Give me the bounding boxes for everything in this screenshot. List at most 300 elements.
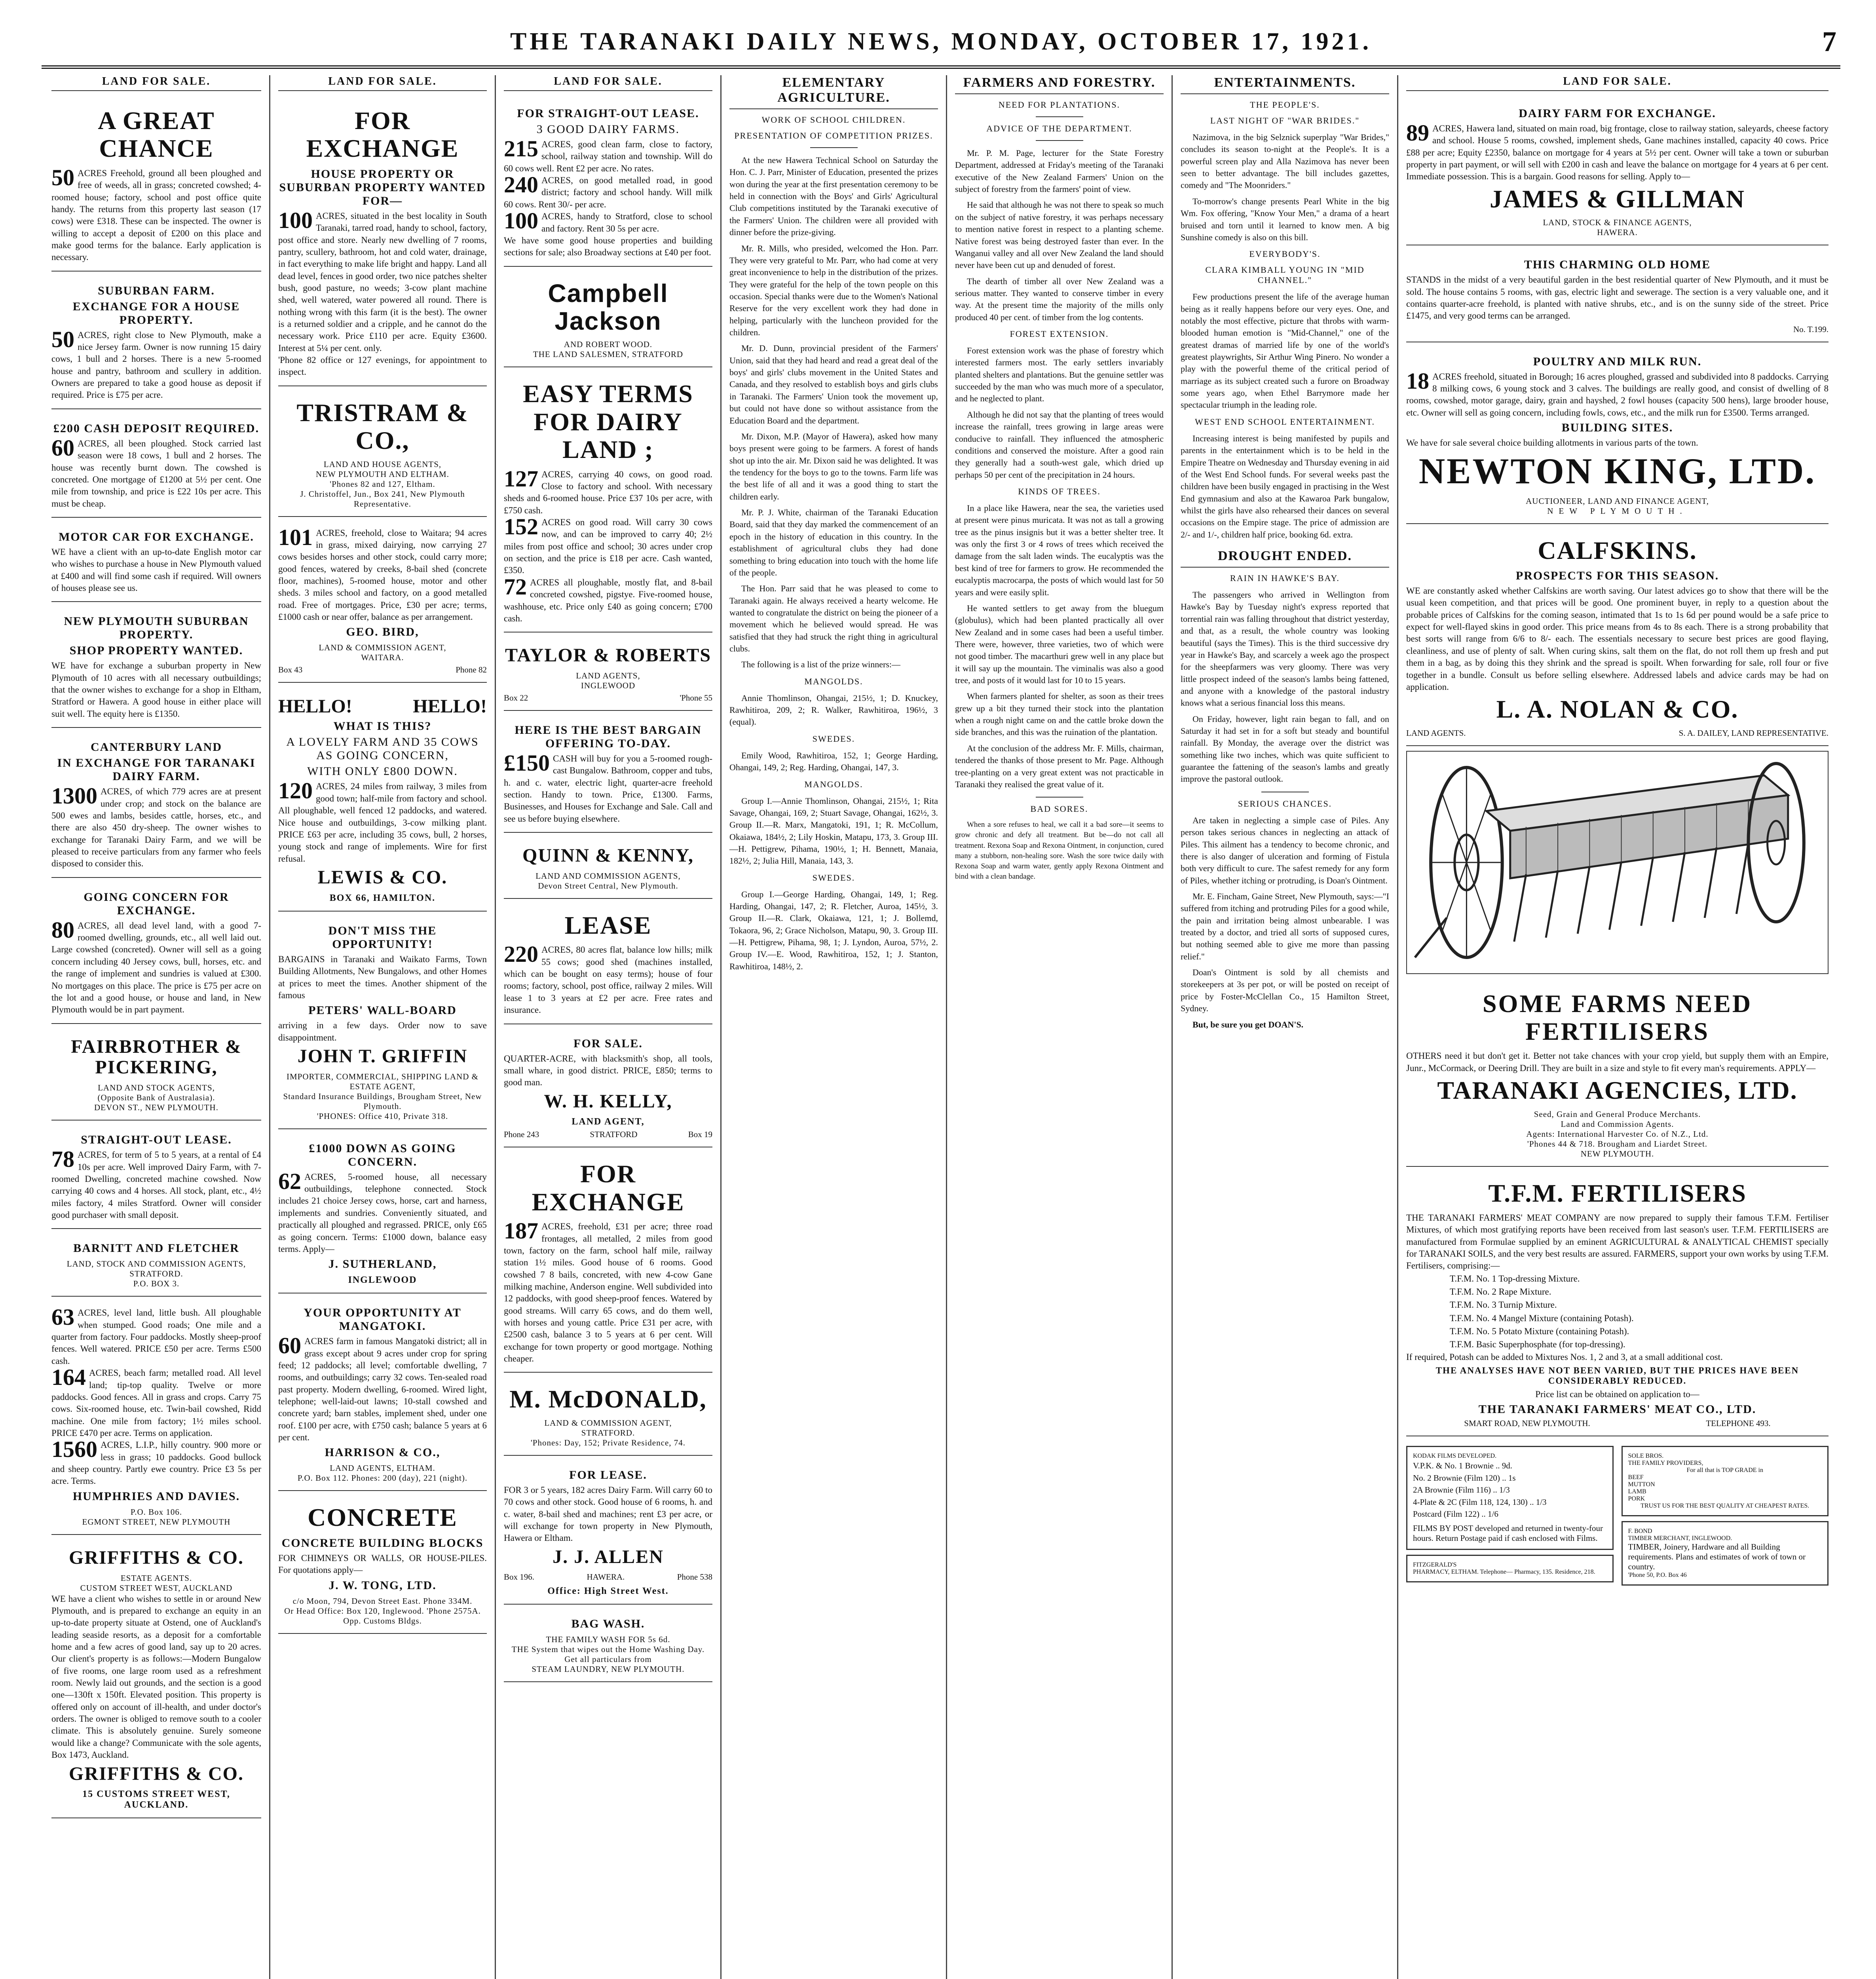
paragraph: Nazimova, in the big Selznick superplay "War Brides," concludes its season to-night at the People's. It is a powerful screen play and Alla Nazimova has never been seen to better advantage. The bill includes gazettes, comedy and "The Moonriders."	[1181, 132, 1389, 190]
listing	[504, 513, 712, 577]
ad-straight-out	[51, 1125, 261, 1229]
agent-name: GEO. BIRD,	[346, 625, 419, 639]
acreage: 152	[504, 513, 538, 539]
ad-listings	[51, 1301, 261, 1535]
ad-exchange	[278, 99, 487, 386]
agent-name: THE TARANAKI FARMERS' MEAT CO., LTD.	[1478, 1403, 1756, 1416]
agent-line: INGLEWOOD	[348, 1275, 417, 1286]
ad-tfm	[1406, 1172, 1829, 1437]
agent-line: 'PHONES: Office 410, Private 318.	[317, 1111, 448, 1121]
agent-details	[51, 1507, 261, 1527]
acreage: 100	[278, 207, 313, 233]
ad-line: THE FAMILY WASH FOR 5s 6d.	[546, 1635, 670, 1645]
agent-line: 'Phone 50, P.O. Box 46	[1628, 1572, 1687, 1579]
agent-name: HUMPHRIES AND DAVIES.	[72, 1489, 240, 1503]
ad-sole-bros	[1622, 1446, 1829, 1516]
ad-lease	[504, 99, 712, 267]
divider	[1036, 797, 1083, 798]
agent-line: LAND AGENTS, ELTHAM.	[330, 1463, 435, 1473]
agent-line: PHARMACY,	[1413, 1568, 1450, 1575]
ad-mcdonald	[504, 1377, 712, 1455]
place: STRATFORD	[590, 1130, 638, 1140]
paragraph: Mr. R. Mills, who presided, welcomed the Hon. Parr. They were very grateful to Mr. Parr, who had come at very great inconvenience to help in the distribution of the prizes. They were grateful for the help of the town people on this occasion. Special thanks were due to the Women's National Reserve for the very excellent work they had done in helping, particularly with the luncheon provided for the children.	[729, 243, 938, 338]
article-heading: ELEMENTARY AGRICULTURE.	[729, 75, 938, 109]
ad-hello	[278, 688, 487, 911]
list-item: T.F.M. No. 2 Rape Mixture.	[1450, 1287, 1551, 1297]
category-heading: SWEDES.	[812, 733, 855, 744]
ad-text: OTHERS need it but don't get it. Better not take chances with your crop yield, but supply them with an Empire, Junr., McCormack, or Deering Drill. They are built in a size and style to fit every man's requirements. APPLY—	[1406, 1051, 1829, 1073]
ad-heading: DAIRY FARM FOR EXCHANGE.	[1519, 107, 1716, 120]
article-subheading: NEED FOR PLANTATIONS.	[998, 100, 1120, 110]
ad-body	[278, 1335, 487, 1443]
ad-subheading: EXCHANGE FOR A HOUSE PROPERTY.	[72, 300, 240, 327]
column-1	[44, 75, 269, 1979]
phone-number: 'Phone 55	[680, 693, 712, 703]
contact-row	[504, 1130, 712, 1140]
price-item: V.P.K. & No. 1 Brownie .. 9d.	[1413, 1461, 1513, 1471]
mixture-list	[1406, 1272, 1829, 1351]
acreage: 50	[51, 326, 74, 352]
ad-text: ACRES, 80 acres flat, balance low hills; milk 55 cows; good shed (machines installed, which can be bought on easy terms); house of four rooms; factory, school, post office, railway 2 miles. Will lease 1 to 3 years at £2 per acre. Free rates and insurance.	[504, 945, 712, 1015]
paragraph: Doan's Ointment is sold by all chemists and storekeepers at 3s per pot, or will be posted on receipt of price by Foster-McClellan Co., 15 Hamilton Street, Sydney.	[1181, 967, 1389, 1014]
ad-harrison	[278, 1298, 487, 1491]
agent-line: INGLEWOOD	[581, 681, 636, 691]
ad-text: FILMS BY POST developed and returned in twenty-four hours. Return Postage paid if cash enclosed with Films.	[1413, 1523, 1603, 1543]
agent-name: JAMES & GILLMAN	[1489, 184, 1745, 213]
agent-name: GRIFFITHS & CO.	[68, 1763, 244, 1784]
acreage: 1300	[51, 783, 97, 809]
article-heading: ENTERTAINMENTS.	[1181, 75, 1389, 94]
ad-campbell	[504, 272, 712, 368]
agent-name: QUINN & KENNY,	[522, 845, 694, 866]
ad-suburban-farm	[51, 276, 261, 409]
agent-details	[278, 1463, 487, 1483]
phone-number: Phone 82	[456, 665, 487, 675]
agent-details	[504, 671, 712, 691]
ad-calfskins	[1406, 529, 1829, 746]
agent-details	[504, 1635, 712, 1674]
ad-line: For all that is TOP GRADE in	[1686, 1467, 1763, 1474]
ad-taylor	[504, 637, 712, 711]
agent-line: 'Phones: Day, 152; Private Residence, 74.	[530, 1438, 686, 1447]
agent-name: FITZGERALD'S	[1413, 1561, 1457, 1568]
agent-line: WAITARA.	[361, 653, 404, 663]
agent-details	[1406, 218, 1829, 237]
results: Group I.—George Harding, Ohangai, 149, 1; Reg. Harding, Ohangai, 147, 2; R. Fletcher, Auroa, 145½, 3. Group II.—R. Clark, Okaiawa, 121, 1; J. Bollemd, Tokaora, 96, 2; Grace Nicholson, Matapu, 90, 3. Group III.—H. Pettigrew, Pihama, 98, 1; J. Lyndon, Auroa, 57½, 2. Group IV.—E. Wood, Rawhitiroa, 152, 1; J. Stanton, Rawhitiroa, 148½, 2.	[729, 889, 938, 971]
agent-line: Standard Insurance Buildings, Brougham Street, New Plymouth.	[283, 1091, 482, 1111]
ad-heading: KODAK FILMS DEVELOPED.	[1413, 1453, 1497, 1460]
ad-body	[51, 917, 261, 1016]
paragraph: The passengers who arrived in Wellington from Hawke's Bay by Tuesday night's express reported that torrential rain was falling throughout that district yesterday, and that, as a result, the whole country was looking beautiful (says the Times). This is the third successive dry year in Hawke's Bay, and scarcely a week ago the prospect for the sheepfarmers was very gloomy. There was very little prospect indeed of the season's lambs being fattened, and anyone with a knowledge of the pastoral industry knows what a serious financial loss this means.	[1181, 590, 1389, 708]
ad-line: WITH ONLY £800 DOWN.	[307, 765, 458, 778]
listing-text: ACRES, L.I.P., hilly country. 900 more or less in grass; 10 paddocks. Good bullock and sheep country. Partly ewe country. Price £3 5s per acre. Terms.	[51, 1440, 261, 1486]
ad-old-home	[1406, 250, 1829, 342]
paragraph: Mr. D. Dunn, provincial president of the Farmers' Union, said that they had heard and read a great deal of the boys' and girls' clubs movement in the United States and Canada, and they resolved to establish boys and girls clubs in Taranaki. The Farmers' Union took the movement up, but could not have done so without assistance from the Education Board and the department.	[729, 343, 938, 425]
agent-line: CUSTOM STREET WEST, AUCKLAND	[80, 1583, 233, 1593]
paragraph: He said that although he was not there to speak so much on the subject of native forestry, it was perhaps necessary to mention native forest in respect to a planting scheme. Native forest was being destroyed faster than ever. In the Wanganui valley and all over New Zealand the land should never have been cut up and denuded of forest.	[955, 200, 1164, 270]
product-name: PETERS' WALL-BOARD	[308, 1004, 457, 1017]
agent-name: LEWIS & CO.	[317, 866, 448, 888]
ad-tail: We have some good house properties and building sections for sale; also Broadway sections at £40 per foot.	[504, 235, 712, 258]
ad-text: ACRES farm in famous Mangatoki district; all in grass except about 9 acres under crop for spring feed; 12 paddocks; all level; comfortable dwelling, 7 rooms, and outbuildings; carry 32 cows. Ten-sealed road past property. Modern dwelling, 6-roomed. Wired light, telephone; well-laid-out lawns; 10-stall cowshed and concrete yard; barn stables, implement shed, under one roof. £100 per acre, with £750 cash; balance 5 years at 6 per cent.	[278, 1336, 487, 1443]
ad-dairy-exchange	[1406, 99, 1829, 245]
acreage: 1560	[51, 1436, 97, 1462]
agent-line: S. A. DAILEY, LAND REPRESENTATIVE.	[1679, 728, 1829, 738]
paragraph: Mr. P. J. White, chairman of the Taranaki Education Board, said that they day marked the commencement of an epoch in the history of education in this country. In the establishment of agricultural clubs they had done something to bring education into touch with the home life of the people.	[729, 507, 938, 577]
paragraph: Are taken in neglecting a simple case of Piles. Any person takes serious chances in neglecting an attack of Piles. This ailment has a tendency to become chronic, and there is also danger of ulceration and forming of Fistula both very difficult to cure. The safest remedy for any form of Piles, whether itching or protruding, is Doan's Ointment.	[1181, 815, 1389, 885]
agent-name: L. A. NOLAN & CO.	[1496, 695, 1739, 724]
ad-kodak	[1406, 1446, 1614, 1550]
acreage: 63	[51, 1304, 74, 1330]
ad-body	[278, 778, 487, 865]
ad-heading: BUILDING SITES.	[1561, 421, 1673, 435]
paragraph: In a place like Hawera, near the sea, the varieties used at present were pinus muricata. It was not as tall a growing tree as the pinus insignis but it was a better shelter tree. It was only the first 3 or 4 rows of trees which received the damage from the salt laden winds. The eucalyptis was the best kind of tree for farmers to grow. He recommended the eucalyptis macrocarpa, the posts of which would last for 50 years and were easily split.	[955, 503, 1164, 597]
agent-details	[504, 871, 712, 891]
listing	[504, 172, 712, 211]
ad-heading: THIS CHARMING OLD HOME	[1524, 258, 1711, 272]
ad-heading: CALFSKINS.	[1538, 536, 1697, 564]
article-subheading: BAD SORES.	[1030, 804, 1088, 814]
bottom-right	[1622, 1441, 1829, 1590]
ad-np-suburban	[51, 607, 261, 728]
ad-line: STEAM LAUNDRY, NEW PLYMOUTH.	[532, 1664, 685, 1674]
page-number: 7	[1822, 26, 1836, 57]
agent-line: IMPORTER, COMMERCIAL, SHIPPING LAND & ESTATE AGENT,	[287, 1071, 478, 1091]
hello-right: HELLO!	[413, 696, 487, 717]
ad-motor-car	[51, 522, 261, 602]
ad-body	[51, 326, 261, 401]
paragraph: Few productions present the life of the average human being as it really happens before our very eyes. One, and notably the most effective, picture that throbs with warm-blooded human emotion is "Mid-Channel," one of the greatest dramas of married life by one of the world's greatest playwrights, Sir Arthur Wing Pinero. No wonder a play with the powerful theme of the critical period of marriage as its subject created such a furore on Broadway some years ago, when Ethel Barrymore made her spectacular triumph in the leading role.	[1181, 292, 1389, 410]
article-subheading: CLARA KIMBALL YOUNG IN "MID CHANNEL."	[1205, 265, 1365, 285]
place: HAWERA.	[587, 1572, 625, 1582]
agent-name: NEWTON KING, LTD.	[1418, 451, 1816, 492]
hello-row	[278, 695, 487, 717]
divider	[1036, 140, 1083, 141]
acreage: 60	[278, 1333, 301, 1359]
agent-line: J. Christoffel, Jun., Box 241, New Plymouth Representative.	[300, 489, 465, 509]
paragraph: But, be sure you get DOAN'S.	[1192, 1019, 1304, 1029]
ad-subheading: 3 GOOD DAIRY FARMS.	[536, 123, 680, 136]
article-heading: FARMERS AND FORESTRY.	[955, 75, 1164, 94]
agent-line: HAWERA.	[1597, 228, 1638, 237]
ad-tristram	[278, 391, 487, 517]
ad-heading: MOTOR CAR FOR EXCHANGE.	[59, 530, 254, 543]
agent-line: AND ROBERT WOOD.	[564, 340, 653, 349]
paragraph: The following is a list of the prize winners:—	[741, 659, 901, 670]
acreage: 78	[51, 1146, 74, 1172]
ad-text: WE have a client who wishes to settle in or around New Plymouth, and is prepared to exchange an equity in an up-to-date property situate at Ostend, one of Auckland's leading seaside resorts, as a deposit for a comfortable home and a few acres of good land, say up to 20 acres. Our client's property is as follows:—Modern Bungalow of five rooms, one large room used as a refreshment room. Newly laid out grounds, and the section is a good one—130ft x 150ft. Elevated position. This property is offered only on account of ill-health, and under doctor's orders. The owner is obliged to remove south to a cooler climate. This is absolutely genuine. Surely someone would like a change? Communicate with the sole agents, Box 1473, Auckland.	[51, 1593, 261, 1760]
agent-line: c/o Moon, 794, Devon Street East. Phone 334M.	[292, 1596, 473, 1606]
agent-line: 'Phones 44 & 718. Brougham and Liardet Street.	[1527, 1139, 1708, 1149]
agent-line: NEW PLYMOUTH.	[1580, 1149, 1654, 1159]
agent-line: TIMBER MERCHANT, INGLEWOOD.	[1628, 1535, 1732, 1542]
listing-text: ACRES, good clean farm, close to factory, school, railway station and township. Will do 60 cows well. Rent £2 per acre. No rates.	[504, 139, 712, 173]
list-item: T.F.M. Basic Superphosphate (for top-dressing).	[1450, 1339, 1625, 1350]
ad-subheading: WHAT IS THIS?	[333, 720, 432, 733]
ad-text: TIMBER, Joinery, Hardware and all Building requirements. Plans and estimates of work of town or country.	[1628, 1542, 1806, 1572]
ad-barnitt	[51, 1234, 261, 1297]
agent-line: LAND, STOCK & FINANCE AGENTS,	[1543, 218, 1692, 228]
list-item: T.F.M. No. 4 Mangel Mixture (containing Potash).	[1450, 1313, 1634, 1323]
acreage: 240	[504, 172, 538, 198]
seed-drill-illustration	[1406, 751, 1829, 974]
category-heading: SWEDES.	[812, 872, 855, 883]
agent-details	[51, 1083, 261, 1113]
agent-name: TAYLOR & ROBERTS	[505, 645, 712, 666]
acreage: 62	[278, 1168, 301, 1194]
ad-text: ACRES, all dead level land, with a good 7-roomed dwelling, grounds, etc., all well laid out. Large cowshed (concreted). Owner will sell as a going concern including 40 Jersey cows, bull, horses, etc. and the range of implement and sundries is valued at £300. No mortgages on this place. The price is £75 per acre on the lot and a good house, or house and land, in New Plymouth would be in part payment.	[51, 920, 261, 1015]
ad-subheading: PROSPECTS FOR THIS SEASON.	[1515, 569, 1719, 582]
ad-text: WE are constantly asked whether Calfskins are worth saving. Our latest advices go to show that there will be the usual keen competition, and that prices will be good. One prominent buyer, in reply to a question about the probable prices of Calfskins for the coming season, intimated that 1s to 1s 6d per pound would be a safe price to expect for well-flayed skins in good order. This price means from 4s to 8s each. There is a strong probability that best sorts will range from 6/6 to 8/- each. The essentials necessary to secure best prices are good flaying, cleanliness, and use of plenty of salt. When curing skins, salt them on the flat, do not roll them up fresh and put them in a bag, as by doing this they shrink and the spread is spoilt. When forwarding for sale, roll four or five together in a bundle. Consult us before selling elsewhere. Addressed labels and advice cards may be had on application.	[1406, 586, 1829, 692]
ad-text: ACRES, for term of 5 to 5 years, at a rental of £4 10s per acre. Well improved Dairy Farm, with 7-roomed Dwelling, concreted machine cowshed. Now carrying 40 cows and 4 horses. All stock, plant, etc., 4½ miles factory, 4 miles Stratford. Owner will consider good purchaser with small deposit.	[51, 1150, 261, 1220]
ad-griffin	[278, 916, 487, 1129]
divider	[1036, 116, 1083, 117]
agent-line: LAND AGENT,	[572, 1117, 645, 1127]
meat-item: PORK	[1628, 1495, 1645, 1502]
ad-heading: FOR EXCHANGE	[532, 1160, 685, 1216]
acreage: 215	[504, 136, 538, 161]
column-5	[946, 75, 1172, 1979]
columns	[44, 75, 1840, 1979]
ad-text: FOR 3 or 5 years, 182 acres Dairy Farm. Will carry 60 to 70 cows and other stock. Good house of 6 rooms, h. and c. water, 8-bail shed and machines; rent £3 per acre, or will exchange for town property in New Plymouth, Hawera or Eltham.	[504, 1485, 712, 1543]
ad-line: Get all particulars from	[564, 1654, 652, 1664]
acreage: 89	[1406, 120, 1429, 146]
agent-name: GRIFFITHS & CO.	[68, 1547, 244, 1568]
listing-text: ACRES, beach farm; metalled road. All level land; tip-top quality. Twelve or more paddocks. Good fences. All in grass and crops. Carry 75 cows. Six-roomed house, etc. Twin-bail cowshed, Ridd machine. One mile from factory; 1½ miles school. PRICE £470 per acre. Terms on application.	[51, 1368, 261, 1438]
agent-line: LAND AGENTS,	[576, 671, 640, 681]
ad-subheading: SHOP PROPERTY WANTED.	[69, 644, 243, 657]
paragraph: When farmers planted for shelter, as soon as their trees grew up a bit they turned their stock into the plantation when a rough night came on and the cattle broke down the side branches, and this was the ruination of the plantation.	[955, 691, 1164, 737]
ad-heading: EASY TERMS FOR DAIRY LAND ;	[523, 380, 693, 464]
list-item: T.F.M. No. 1 Top-dressing Mixture.	[1450, 1273, 1580, 1284]
meat-item: LAMB	[1628, 1488, 1646, 1495]
ad-text: ACRES, freehold, £31 per acre; three road frontages, all metalled, 2 miles from good town, factory on the farm, school half mile, railway station 1½ miles. Good house of 6 rooms. Good cowshed 7 8 bails, concreted, with new 4-cow Gane milking machine, Anderson engine. Well subdivided into 12 paddocks, with good sheep-proof fences. Watered by good streams. Will carry 65 cows, and do them well, with horses and young cattle. Price £31 per acre, with £2500 cash, balance 3 to 5 years at 6 per cent. Will exchange for town property or good mortgage. Nothing cheaper.	[504, 1221, 712, 1364]
acreage: 127	[504, 465, 538, 492]
price-item: Postcard (Film 122) .. 1/6	[1413, 1509, 1498, 1519]
seed-drill-icon	[1407, 752, 1828, 973]
agent-details	[504, 1418, 712, 1448]
agent-line: TELEPHONE 493.	[1706, 1419, 1771, 1428]
ad-note: If required, Potash can be added to Mixtures Nos. 1, 2 and 3, at a small additional cost.	[1406, 1352, 1723, 1362]
agent-name: Campbell Jackson	[548, 279, 668, 335]
meat-item: BEEF	[1628, 1474, 1644, 1481]
column-2	[269, 75, 495, 1979]
paragraph: Increasing interest is being manifested by pupils and parents in the entertainment which is to be held in the Empire Theatre on Wednesday and Thursday evening in aid of the West End School funds. For several weeks past the children have been busily engaged in practising in the West End gymnasium and also at the Kawaroa Park bungalow, whilst the girls have also rehearsed their dances on several occasions on the Empire stage. The price of admission are 2/- and 1/-, children half price, booking 6d. extra.	[1181, 433, 1389, 539]
ad-body	[504, 750, 712, 825]
ad-easy-terms	[504, 372, 712, 632]
ad-body	[504, 941, 712, 1016]
agent-line: DEVON ST., NEW PLYMOUTH.	[94, 1103, 218, 1113]
agent-details	[504, 340, 712, 359]
acreage: 80	[51, 917, 74, 943]
article-heading: DROUGHT ENDED.	[1181, 549, 1389, 568]
agent-name: SOLE BROS.	[1628, 1453, 1664, 1460]
ad-fairbrother	[51, 1029, 261, 1121]
ad-text: CASH will buy for you a 5-roomed rough-cast Bungalow. Bathroom, copper and tubs, h. and c. water, electric light, quarter-acre freehold section. Handy to town. Price, £1300. Farms, Businesses, and Houses for Exchange and Sale. Call and see us before buying elsewhere.	[504, 754, 712, 824]
ad-body	[51, 435, 261, 510]
ad-griffiths	[51, 1540, 261, 1819]
ad-heading: £200 CASH DEPOSIT REQUIRED.	[53, 422, 260, 435]
article-subheading: WEST END SCHOOL ENTERTAINMENT.	[1195, 416, 1375, 427]
article-subheading: SERIOUS CHANCES.	[1238, 798, 1332, 809]
box-number: Box 19	[688, 1130, 712, 1140]
listing	[504, 136, 712, 175]
contact-row	[504, 1572, 712, 1582]
price-list	[1413, 1460, 1607, 1520]
agent-name: W. H. KELLY,	[544, 1090, 672, 1112]
ad-subheading: THE FAMILY PROVIDERS,	[1628, 1460, 1703, 1467]
agent-details	[278, 1072, 487, 1121]
ad-poultry	[1406, 347, 1829, 524]
paragraph: When a sore refuses to heal, we call it a bad sore—it seems to grow chronic and defy all treatment. But be—do not call all treatment. Rexona Soap and Rexona Ointment, in conjunction, cured many a stubborn, non-healing sore. Wash the sore twice daily with Rexona Soap and warm water, gently apply Rexona Ointment and bind with a clean bandage.	[955, 820, 1164, 881]
results: Emily Wood, Rawhitiroa, 152, 1; George Harding, Ohangai, 149, 2; Reg. Harding, Ohangai, 147, 3.	[729, 750, 938, 773]
listing	[51, 1304, 261, 1367]
listing	[51, 1364, 261, 1439]
ad-heading: £1000 DOWN AS GOING CONCERN.	[309, 1141, 456, 1168]
agent-line: Office: High Street West.	[547, 1586, 669, 1597]
agent-name: J. SUTHERLAND,	[328, 1257, 437, 1271]
agent-line: SMART ROAD, NEW PLYMOUTH.	[1464, 1419, 1590, 1428]
ad-heading: HERE IS THE BEST BARGAIN OFFERING TO-DAY.	[515, 724, 702, 750]
ad-heading: SUBURBAN FARM.	[98, 284, 215, 297]
agent-name: BARNITT AND FLETCHER	[73, 1242, 239, 1255]
masthead	[42, 28, 1840, 69]
column-3	[495, 75, 720, 1979]
acreage: 120	[278, 778, 313, 804]
ref-row	[1406, 325, 1829, 334]
ad-heading: POULTRY AND MILK RUN.	[1533, 355, 1702, 368]
agent-row	[1406, 728, 1829, 738]
ad-quinn	[504, 838, 712, 899]
category-heading: MANGOLDS.	[804, 779, 863, 789]
ad-subheading: CONCRETE BUILDING BLOCKS	[281, 1536, 484, 1550]
paragraph: To-morrow's change presents Pearl White in the big Wm. Fox offering, "Know Your Men," a drama of a heart bruised and torn until it learned to know men. A big Sunshine comedy is also on this bill.	[1181, 196, 1389, 242]
article-subheading: PRESENTATION OF COMPETITION PRIZES.	[734, 131, 933, 141]
paragraph: Mr. E. Fincham, Gaine Street, New Plymouth, says:—"I suffered from itching and protruding Piles for a good while, the pain and irritation being almost unbearable. I was treated by a doctor, and tried all sorts of supposed cures, but nothing seemed able to give me more than passing relief."	[1181, 891, 1389, 961]
ad-line: TRUST US FOR THE BEST QUALITY AT CHEAPEST RATES.	[1641, 1502, 1810, 1510]
ad-heading: DON'T MISS THE OPPORTUNITY!	[328, 924, 437, 951]
agent-details	[51, 1259, 261, 1289]
listing	[504, 574, 712, 625]
ad-text: ACRES, 24 miles from railway, 3 miles from good town; half-mile from factory and school. All ploughable, well fenced 12 paddocks, and watered. Nice house and outbuildings, 3-cow milking plant. PRICE £63 per acre, including 35 cows, bull, 2 horses, young stock and range of implements. Wire for first refusal.	[278, 781, 487, 864]
listing	[504, 465, 712, 517]
box-number: Box 22	[504, 693, 528, 703]
agent-name: HARRISON & CO.,	[325, 1446, 441, 1459]
article-subheading: RAIN IN HAWKE'S BAY.	[1230, 573, 1340, 583]
agent-row	[1406, 1419, 1829, 1428]
agent-line: NEW PLYMOUTH AND ELTHAM.	[316, 469, 449, 479]
agent-line: P.O. Box 106.	[130, 1507, 182, 1517]
ad-text: STANDS in the midst of a very beautiful garden in the best residential quarter of New Plymouth, and it must be sold. The house contains 5 rooms, with gas, electric light and sewerage. The section is a very valuable one, and it contains quarter-acre freehold, is planted with native shrubs, etc., and is on the sunny side of the street. Price £1475, and very good terms can be arranged.	[1406, 275, 1829, 321]
ad-cash-deposit	[51, 414, 261, 518]
bottom-left	[1406, 1441, 1614, 1590]
agent-line: LAND & COMMISSION AGENT,	[544, 1418, 672, 1428]
ad-heading: FOR LEASE.	[569, 1468, 647, 1481]
agent-line: Land and Commission Agents.	[1561, 1119, 1674, 1129]
article-subheading: THE PEOPLE'S.	[1250, 100, 1320, 110]
agent-details	[51, 1573, 261, 1593]
phone-number: Phone 538	[677, 1572, 712, 1582]
listing-text: ACRES on good road. Will carry 30 cows now, and can be improved to carry 40; 2½ miles from post office and school; 30 acres under crop on section, and the price is £18 per acre. Cash wanted, £350.	[504, 517, 712, 575]
agent-name: JOHN T. GRIFFIN	[297, 1045, 468, 1067]
ad-text: FOR CHIMNEYS OR WALLS, OR HOUSE-PILES. For quotations apply—	[278, 1553, 487, 1575]
ad-text: ACRES, all been ploughed. Stock carried last season were 18 cows, 1 bull and 2 horses. The house was recently burnt down. The cowshed is concreted. One mortgage of £1200 at 5½ per cent. One mile from township, and price is £22 10s per acre. This must be cheap.	[51, 438, 261, 509]
price-item: 2A Brownie (Film 116) .. 1/3	[1413, 1485, 1510, 1495]
column-7	[1397, 75, 1836, 1979]
meat-item: MUTTON	[1628, 1481, 1655, 1488]
acreage: 60	[51, 435, 74, 461]
agent-name: FAIRBROTHER & PICKERING,	[71, 1036, 242, 1078]
agent-line: Telephone— Pharmacy, 135. Residence, 218.	[1480, 1568, 1595, 1575]
ad-heading: FOR EXCHANGE	[306, 106, 459, 163]
section-head: LAND FOR SALE.	[51, 75, 261, 91]
agent-line: P.O. Box 112. Phones: 200 (day), 221 (night).	[297, 1473, 468, 1483]
results: Annie Thomlinson, Ohangai, 215½, 1; D. Knuckey, Rawhitiroa, 209, 2; R. Walker, Rawhitiroa, 196½, 3 (equal).	[729, 693, 938, 727]
ad-text: WE have a client with an up-to-date English motor car who wishes to purchase a house in New Plymouth valued at £400 and will find some cash if required. Will owners of houses please see us.	[51, 547, 261, 593]
ad-body	[278, 207, 487, 354]
ad-text: ACRES, freehold, close to Waitara; 94 acres in grass, mixed dairying, now carrying 27 cows besides horses and other stock, could carry more; good fences, watered by creeks, 8-bail shed (concrete floor, machines), 5-roomed house, motor and other sheds. 3 miles school and factory, on a good metalled road. Free of mortgages. Price, £30 per acre; terms, £1000 cash or near offer, balance as per arrangement.	[278, 528, 487, 622]
ad-fertilisers	[1406, 982, 1829, 1167]
ad-text: ACRES, Hawera land, situated on main road, big frontage, close to railway station, saleyards, cheese factory and school. House 5 rooms, cowshed, implement sheds, Gane machines installed, capacity 40 cows. Price £88 per acre; Equity £2350, balance on mortgage for 4 years at 5½ per cent. Owner will take a town or suburban property in part payment, or will sell with £200 in cash and leave the balance on mortgage for 4 years at 6 per cent. Immediate possession. This is a bargain. Good reasons for selling. Apply to—	[1406, 123, 1829, 182]
ad-subheading: HOUSE PROPERTY OR SUBURBAN PROPERTY WANTED FOR—	[279, 167, 486, 207]
ad-for-lease	[504, 1461, 712, 1605]
paragraph: Forest extension work was the phase of forestry which interested farmers most. The early settlers invariably planted shelters and plantations. But the genuine settler was succeeded by the man who was much more of a speculator, and he neglected to plant.	[955, 346, 1164, 404]
ad-heading: SOME FARMS NEED FERTILISERS	[1482, 989, 1753, 1046]
ad-bag-wash	[504, 1609, 712, 1682]
ad-bird	[278, 522, 487, 683]
ad-text: ACRES Freehold, ground all been ploughed and free of weeds, all in grass; concreted cowshed; 4-roomed house; factory, school and post office quite handy. The returns from this property last season (17 cows) were £318. These can be inspected. The owner is willing to accept a deposit of £200 on this place and make good terms for the balance. Early application is necessary.	[51, 168, 261, 262]
ad-sutherland	[278, 1134, 487, 1294]
ad-heading: T.F.M. FERTILISERS	[1488, 1179, 1747, 1207]
agent-line: 'Phones 82 and 127, Eltham.	[330, 479, 435, 489]
agent-details	[1413, 1569, 1607, 1576]
ad-heading: FOR STRAIGHT-OUT LEASE.	[517, 107, 699, 120]
category-heading: MANGOLDS.	[804, 676, 863, 686]
ad-heading: CANTERBURY LAND	[90, 741, 222, 754]
ad-heading: BAG WASH.	[571, 1617, 645, 1631]
ad-text: ACRES, right close to New Plymouth, make a nice Jersey farm. Owner is now running 15 dairy cows, 1 bull and 2 horses. There is a new 5-roomed house and pantry, bathroom and scullery in addition. Owners are prepared to take a good house as deposit if required. Price is £75 per acre.	[51, 330, 261, 400]
agent-line: STRATFORD.	[581, 1428, 635, 1438]
ad-text: ACRES, situated in the best locality in South Taranaki, tarred road, handy to school, factory, post office and store. Nearly new dwelling of 7 rooms, pantry, scullery, bathroom, hot and cold water, drainage, in fact everything to make life bright and happy. Land all dead level, fences in good order, two nice patches shelter bush, good pasture, no weeds; 3-cow plant machine shed, well watered, water powered all round. There is nothing wrong with this farm (it is the best). The owner is a returned soldier and a cripple, and he cannot do the necessary work. Price £110 per acre. Equity £3600. Interest at 5¼ per cent. only.	[278, 211, 487, 353]
ad-heading: STRAIGHT-OUT LEASE.	[81, 1133, 232, 1147]
ad-heading: YOUR OPPORTUNITY AT MANGATOKI.	[304, 1306, 461, 1333]
agent-name: J. J. ALLEN	[553, 1546, 664, 1567]
ad-text: ACRES, 5-roomed house, all necessary outbuildings, telephone connected. Stock includes 21 choice Jersey cows, horse, cart and harness, implements and sundries. Conveniently situated, and practically all ploughed and regrassed. PRICE, only £65 as going concern. Terms: £1000 down, balance easy terms. Apply—	[278, 1172, 487, 1254]
agent-line: Seed, Grain and General Produce Merchants.	[1534, 1109, 1701, 1119]
paragraph: Mr. P. M. Page, lecturer for the State Forestry Department, addressed at Friday's meeting of the Taranaki executive of the New Zealand Farmers' Union on the subject of forestry from the farmers' point of view.	[955, 148, 1164, 194]
list-item: T.F.M. No. 5 Potato Mixture (containing Potash).	[1450, 1326, 1629, 1337]
bottom-ads	[1406, 1441, 1829, 1590]
ad-body	[1406, 120, 1829, 183]
ad-text: ACRES freehold, situated in Borough; 16 acres ploughed, grassed and subdivided into 8 paddocks. Carrying 8 milking cows, 6 young stock and 3 calves. The buildings are really good, and consist of dwelling of 8 rooms, cowshed, motor garage, dairy, grain and hayshed, 2 fowl houses (capacity 500 hens), large brooder house, etc. Owner will sell as going concern, including fowls, cows, etc., and the milk run for £3500. Terms arranged.	[1406, 371, 1829, 418]
acreage: 101	[278, 524, 313, 550]
ad-bargain	[504, 716, 712, 833]
agent-line: EGMONT STREET, NEW PLYMOUTH	[82, 1517, 231, 1527]
acreage: 220	[504, 941, 538, 967]
article-subheading: EVERYBODY'S.	[1249, 249, 1321, 259]
article-subheading: KINDS OF TREES.	[1018, 486, 1101, 496]
agent-details	[278, 460, 487, 509]
price: £150	[504, 750, 550, 776]
agent-line: BOX 66, HAMILTON.	[329, 893, 436, 903]
agent-name: M. McDONALD,	[509, 1385, 707, 1413]
agent-details	[1406, 1109, 1829, 1159]
ad-body	[1406, 368, 1829, 419]
agent-name: TRISTRAM & CO.,	[296, 398, 469, 455]
hello-left: HELLO!	[278, 696, 352, 717]
ad-heading: CONCRETE	[308, 1503, 458, 1532]
agent-line: 15 CUSTOMS STREET WEST, AUCKLAND.	[82, 1789, 230, 1810]
